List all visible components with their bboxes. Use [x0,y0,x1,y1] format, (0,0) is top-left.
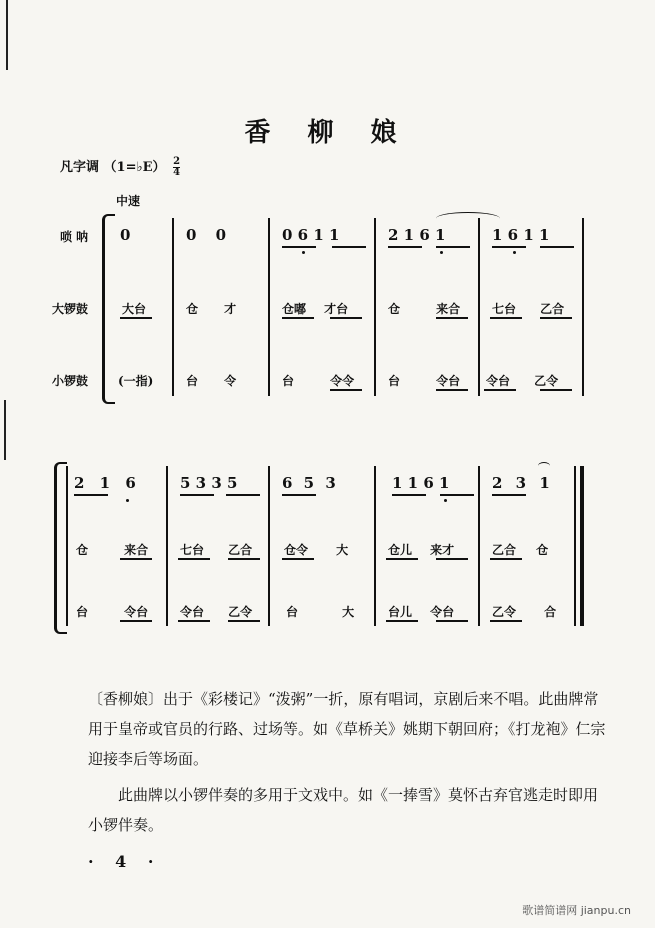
underline [282,494,316,496]
time-denominator: 4 [173,167,181,178]
barline [374,218,376,396]
daluogu-measure: 仓 来合 [388,302,461,316]
suona-measure: 2 1 6 [74,474,136,492]
underline [492,246,526,248]
underline [228,558,260,560]
daluogu-measure: 仓 来合 [76,543,149,557]
suona-measure: 6 5 3 [282,474,336,492]
xiaoluogu-measure: 台 大 [286,605,355,619]
xiaoluogu-measure: 台 令 [186,374,237,388]
suona-measure: 2 3 1 [492,474,550,492]
underline [120,317,152,319]
daluogu-measure: 七台 乙合 [492,302,565,316]
xiaoluogu-measure: 乙令 合 [492,605,557,619]
underline [386,620,418,622]
underline [490,558,522,560]
suona-measure: 0 6 1 1 [282,226,340,244]
underline [436,317,468,319]
xiaoluogu-measure: 台 令台 [76,605,149,619]
page-edge-mark [6,0,8,70]
underline [436,389,468,391]
fermata-icon [538,462,550,470]
underline [386,558,418,560]
underline [440,494,474,496]
underline [436,620,468,622]
final-barline-thin [574,466,576,626]
piece-title: 香 柳 娘 [244,118,411,148]
final-barline-thick [580,466,584,626]
underline [484,389,516,391]
suona-measure: 0 0 [186,226,227,244]
description-paragraph: 此曲牌以小锣伴奏的多用于文戏中。如《一捧雪》莫怀古弃官逃走时即用小锣伴奏。 [88,786,599,834]
underline [228,620,260,622]
suona-measure: 0 [120,226,131,244]
page-edge-mark [4,400,6,460]
underline [178,620,210,622]
time-numerator: 2 [173,156,181,167]
daluogu-measure: 仓儿 来才 [388,543,455,557]
part-label-suona: 唢 呐 [60,230,89,244]
daluogu-measure: 仓 才 [186,302,237,316]
low-octave-dot [440,251,443,254]
part-label-xiaoluogu: 小锣鼓 [52,374,89,388]
underline [332,246,366,248]
daluogu-measure: 仓嘟 才台 [282,302,349,316]
low-octave-dot [444,499,447,502]
key-value: （1=♭E） [103,160,166,175]
underline [540,389,572,391]
xiaoluogu-measure: 令台 乙令 [180,605,253,619]
underline [330,317,362,319]
barline [66,466,68,626]
description-paragraph: 〔香柳娘〕出于《彩楼记》“泼粥”一折，原有唱词，京剧后来不唱。此曲牌常用于皇帝或官员的行路、过场等。如《草桥关》姚期下朝回府；《打龙袍》仁宗迎接李后等场面。 [88,690,606,768]
underline [436,246,470,248]
barline [582,218,584,396]
tempo-marking: 中速 [116,194,141,208]
underline [492,494,526,496]
underline [388,246,422,248]
underline [436,558,468,560]
barline [172,218,174,396]
underline [120,620,152,622]
underline [282,558,314,560]
underline [74,494,108,496]
underline [490,620,522,622]
key-signature [60,156,180,178]
xiaoluogu-measure: 台 令台 [388,374,461,388]
barline [268,218,270,396]
daluogu-measure: 大台 [122,302,147,316]
underline [490,317,522,319]
suona-measure: 1 1 6 1 [392,474,450,492]
low-octave-dot [126,499,129,502]
barline [166,466,168,626]
xiaoluogu-measure: 台 令令 [282,374,355,388]
underline [282,317,314,319]
underline [180,494,214,496]
page-number: · 4 · [88,852,162,871]
barline [478,218,480,396]
barline [478,466,480,626]
underline [282,246,316,248]
part-label-daluogu: 大锣鼓 [52,302,89,316]
low-octave-dot [302,251,305,254]
suona-measure: 1 6 1 1 [492,226,550,244]
daluogu-measure: 乙合 仓 [492,543,549,557]
underline [540,246,574,248]
underline [540,317,572,319]
suona-measure: 2 1 6 1 [388,226,446,244]
slur [436,212,500,225]
suona-measure: 5 3 3 5 [180,474,238,492]
time-signature [173,157,180,178]
low-octave-dot [513,251,516,254]
underline [178,558,210,560]
underline [226,494,260,496]
xiaoluogu-measure: (一指) [118,374,154,388]
xiaoluogu-measure: 令台 乙令 [486,374,559,388]
watermark: 歌谱简谱网 jianpu.cn [522,904,631,917]
underline [392,494,426,496]
key-label: 凡字调 [60,160,100,175]
daluogu-measure: 仓令 大 [284,543,349,557]
underline [120,558,152,560]
barline [374,466,376,626]
daluogu-measure: 七台 乙合 [180,543,253,557]
system-brace [102,214,115,404]
xiaoluogu-measure: 台儿 令台 [388,605,455,619]
barline [268,466,270,626]
underline [330,389,362,391]
